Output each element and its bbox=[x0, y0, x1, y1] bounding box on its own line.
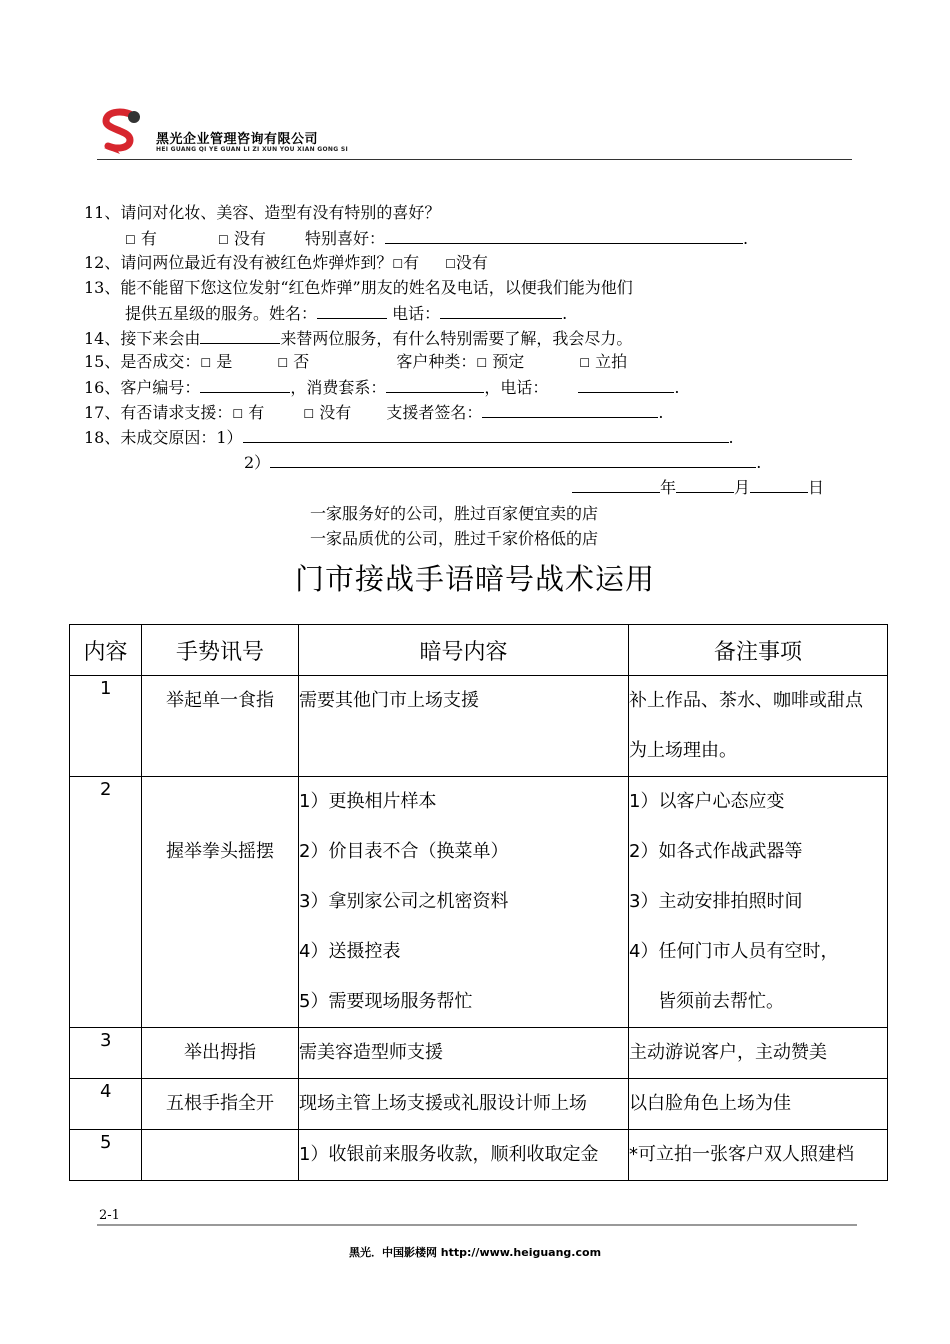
gesture-cell: 举出拇指 bbox=[142, 1028, 299, 1079]
row-number: 3 bbox=[70, 1028, 142, 1079]
code-cell: 1）收银前来服务收款，顺利收取定金 bbox=[299, 1130, 629, 1181]
friend-phone-blank[interactable] bbox=[440, 303, 562, 319]
column-header: 暗号内容 bbox=[299, 625, 629, 676]
code-cell: 需美容造型师支援 bbox=[299, 1028, 629, 1079]
checkbox-icon[interactable]: ☐ bbox=[200, 356, 212, 370]
package-blank[interactable] bbox=[386, 377, 484, 393]
server-name-blank[interactable] bbox=[200, 328, 280, 344]
question-14: 14、接下来会由 来替两位服务，有什么特别需要了解，我会尽力。 bbox=[84, 329, 633, 348]
question-11-options: ☐ 有 ☐ 没有 特别喜好： . bbox=[125, 229, 749, 248]
month-blank[interactable] bbox=[676, 477, 734, 493]
company-pinyin: HEI GUANG QI YE GUAN LI ZI XUN YOU XIAN GONG SI bbox=[156, 146, 348, 153]
column-header: 内容 bbox=[70, 625, 142, 676]
gesture-code-table bbox=[69, 624, 888, 1181]
checkbox-icon[interactable]: ☐ bbox=[217, 233, 229, 247]
note-cell: 1）以客户心态应变 2）如各式作战武器等 3）主动安排拍照时间 4）任何门市人员有空时， 皆须前去帮忙。 bbox=[629, 777, 888, 1028]
gesture-cell: 五根手指全开 bbox=[142, 1079, 299, 1130]
footer-website: 黑光．中国影楼网 http://www.heiguang.com bbox=[348, 1246, 602, 1259]
note-cell: 补上作品、茶水、咖啡或甜点 为上场理由。 bbox=[629, 676, 888, 777]
column-header: 手势讯号 bbox=[142, 625, 299, 676]
question-18: 18、未成交原因：1） . bbox=[84, 428, 734, 447]
gesture-cell: 握举拳头摇摆 bbox=[142, 777, 299, 1028]
slogan-line-1: 一家服务好的公司，胜过百家便宜卖的店 bbox=[310, 504, 599, 523]
document-title: 门市接战手语暗号战术运用 bbox=[294, 562, 655, 596]
row-number: 5 bbox=[70, 1130, 142, 1181]
gesture-cell: 举起单一食指 bbox=[142, 676, 299, 777]
code-cell: 1）更换相片样本 2）价目表不合（换菜单） 3）拿别家公司之机密资料 4）送摄控表 5）需要现场服务帮忙 bbox=[299, 777, 629, 1028]
note-cell: 以白脸角色上场为佳 bbox=[629, 1079, 888, 1130]
table-row bbox=[70, 1028, 888, 1079]
question-13-contact: 提供五星级的服务。姓名： 电话： . bbox=[125, 304, 568, 323]
preference-blank[interactable] bbox=[385, 228, 743, 244]
company-logo bbox=[100, 108, 144, 154]
note-cell: *可立拍一张客户双人照建档 bbox=[629, 1130, 888, 1181]
checkbox-icon[interactable]: ☐ bbox=[476, 356, 488, 370]
checkbox-icon[interactable]: ☐ bbox=[392, 257, 404, 271]
question-12: 12、请问两位最近有没有被红色炸弹炸到？☐有 ☐没有 bbox=[84, 253, 488, 272]
table-row bbox=[70, 1130, 888, 1181]
question-17: 17、有否请求支援：☐ 有 ☐ 没有 支援者签名： . bbox=[84, 403, 664, 422]
checkbox-icon[interactable]: ☐ bbox=[277, 356, 289, 370]
table-row bbox=[70, 777, 888, 1028]
question-18-reason-2: 2） . bbox=[244, 453, 762, 472]
reason-2-blank[interactable] bbox=[270, 452, 756, 468]
checkbox-icon[interactable]: ☐ bbox=[232, 407, 244, 421]
note-cell: 主动游说客户，主动赞美 bbox=[629, 1028, 888, 1079]
table-header-row bbox=[70, 625, 888, 676]
checkbox-icon[interactable]: ☐ bbox=[125, 233, 136, 247]
code-cell: 需要其他门市上场支援 bbox=[299, 676, 629, 777]
gesture-cell bbox=[142, 1130, 299, 1181]
header-divider bbox=[97, 159, 852, 160]
checkbox-icon[interactable]: ☐ bbox=[579, 356, 591, 370]
slogan-line-2: 一家品质优的公司，胜过千家价格低的店 bbox=[310, 529, 599, 548]
year-blank[interactable] bbox=[572, 477, 660, 493]
date-line: 年 月 日 bbox=[572, 477, 824, 498]
code-cell: 现场主管上场支援或礼服设计师上场 bbox=[299, 1079, 629, 1130]
day-blank[interactable] bbox=[750, 477, 808, 493]
customer-id-blank[interactable] bbox=[200, 377, 290, 393]
checkbox-icon[interactable]: ☐ bbox=[445, 257, 456, 271]
column-header: 备注事项 bbox=[629, 625, 888, 676]
supporter-sign-blank[interactable] bbox=[482, 402, 658, 418]
question-16: 16、客户编号： ，消费套系： ，电话： . bbox=[84, 378, 680, 397]
table-row bbox=[70, 1079, 888, 1130]
checkbox-icon[interactable]: ☐ bbox=[303, 407, 315, 421]
question-13: 13、能不能留下您这位发射“红色炸弹”朋友的姓名及电话，以便我们能为他们 bbox=[84, 278, 633, 297]
table-row bbox=[70, 676, 888, 777]
row-number: 4 bbox=[70, 1079, 142, 1130]
row-number: 1 bbox=[70, 676, 142, 777]
question-15: 15、是否成交：☐ 是 ☐ 否 客户种类：☐ 预定 ☐ 立拍 bbox=[84, 352, 628, 371]
friend-name-blank[interactable] bbox=[317, 303, 387, 319]
page-number: 2-1 bbox=[99, 1208, 120, 1223]
reason-1-blank[interactable] bbox=[243, 427, 729, 443]
row-number: 2 bbox=[70, 777, 142, 1028]
footer-divider bbox=[97, 1224, 857, 1226]
question-11: 11、请问对化妆、美容、造型有没有特别的喜好？ bbox=[84, 203, 441, 222]
customer-phone-blank[interactable] bbox=[578, 377, 674, 393]
company-name: 黑光企业管理咨询有限公司 bbox=[156, 132, 319, 147]
